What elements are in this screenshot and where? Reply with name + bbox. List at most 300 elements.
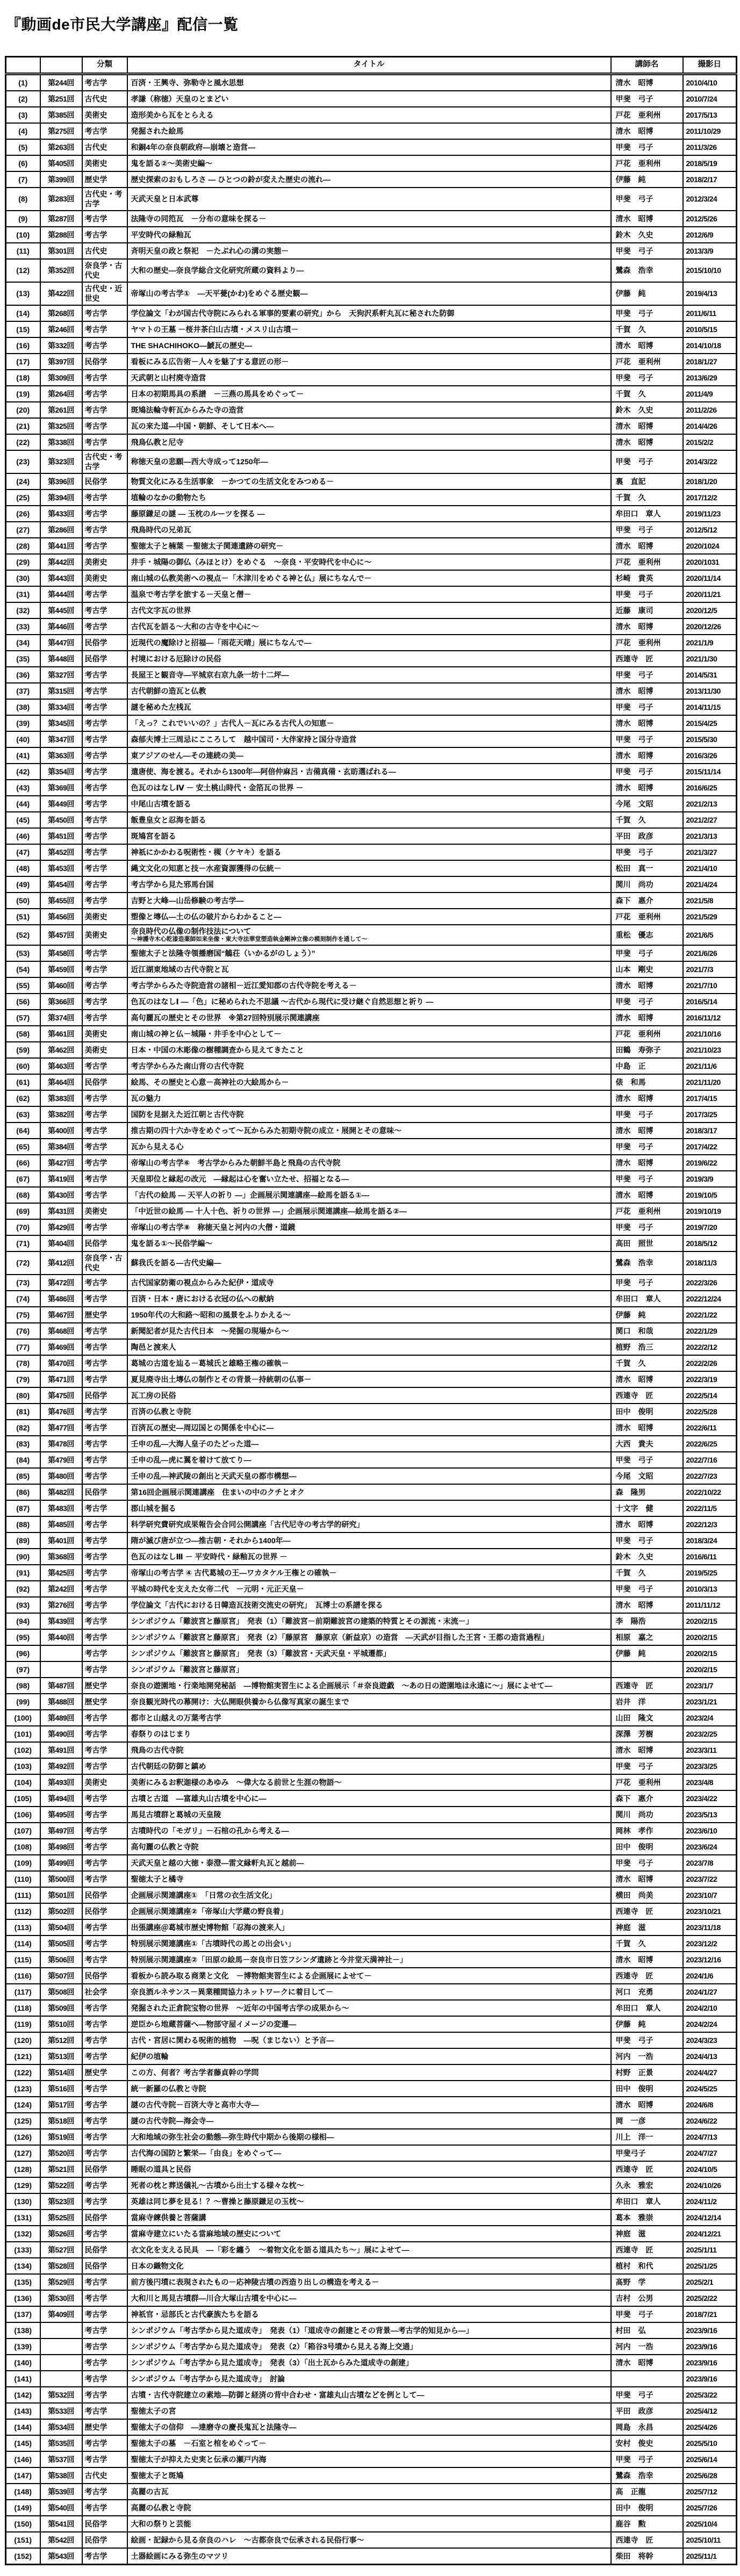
row-category: 考古学 [82,1549,127,1565]
table-row [6,602,737,618]
row-title [127,570,611,586]
row-title-text: 中尾山古墳を語る [131,799,191,808]
row-date: 2021/7/3 [683,961,737,977]
row-lecturer: 裏 直記 [611,473,683,490]
row-date: 2021/1/30 [683,651,737,667]
row-lecturer: 甲斐 弓子 [611,1275,683,1291]
row-session: 第251回 [40,91,82,107]
row-title [127,1090,611,1106]
table-row [6,828,737,844]
row-no: (75) [6,1307,40,1323]
row-title [127,1291,611,1307]
row-title [127,2355,611,2371]
row-lecturer: 河口 充勇 [611,1984,683,2000]
table-row [6,1139,737,1155]
row-session: 第492回 [40,1758,82,1774]
row-lecturer: 西連寺 匠 [611,2242,683,2258]
row-date: 2020/11/21 [683,586,737,602]
row-title-text: 聖徳太子と斑鳩 [131,2471,184,2480]
row-date: 2021/5/29 [683,909,737,925]
row-title-text: 新聞記者が見た古代日本 ～発掘の現場から～ [131,1326,289,1335]
row-no: (64) [6,1122,40,1139]
row-category: 考古学 [82,1404,127,1420]
row-date: 2022/7/23 [683,1468,737,1484]
row-lecturer: 清水 昭博 [611,715,683,731]
row-title-text: 陶邑と渡来人 [131,1342,176,1351]
row-lecturer: 甲斐 弓子 [611,139,683,155]
table-row [6,2113,737,2129]
row-session: 第334回 [40,699,82,715]
row-no: (14) [6,305,40,321]
row-lecturer: 岡島 永昌 [611,2419,683,2435]
row-title [127,243,611,259]
row-no: (57) [6,1010,40,1026]
row-lecturer [611,2371,683,2387]
row-date: 2023/12/16 [683,1952,737,1968]
row-lecturer: 伊藤 純 [611,282,683,305]
row-lecturer: 岡林 孝作 [611,1823,683,1839]
row-title-text: 埴輪のなかの動物たち [131,493,206,502]
row-session: 第514回 [40,2064,82,2081]
row-title-text: 瓦の魅力 [131,1093,161,1103]
row-title-text: 高麗の仏教と寺院 [131,2503,191,2512]
table-row [6,2435,737,2451]
row-lecturer: 今尾 文昭 [611,1468,683,1484]
table-row [6,1839,737,1855]
table-row [6,155,737,171]
row-no: (80) [6,1387,40,1404]
row-lecturer: 清水 昭博 [611,1420,683,1436]
row-title-text: 企画展示関連講座① 「日常の衣生活文化」 [131,1890,277,1899]
table-row [6,2548,737,2565]
row-date: 2015/11/14 [683,764,737,780]
row-no: (62) [6,1090,40,1106]
row-session: 第471回 [40,1371,82,1387]
row-category: 歴史学 [82,2064,127,2081]
row-date: 2022/5/14 [683,1387,737,1404]
row-lecturer: 千賀 久 [611,490,683,506]
table-row [6,107,737,123]
row-title-text: 百済・王興寺、弥勒寺と風水思想 [131,78,244,87]
row-date: 2024/4/27 [683,2064,737,2081]
row-session: 第450回 [40,812,82,828]
row-title-text: 出張講座＠葛城市歴史博物館「忍海の渡来人」 [131,1923,289,1932]
row-category: 考古学 [82,2032,127,2048]
row-date: 2021/2/27 [683,812,737,828]
row-title-text: 学位論文「古代における日韓造瓦技術交流史の研究」 瓦博士の系譜を探る [131,1600,383,1609]
row-title [127,1742,611,1758]
row-no: (39) [6,715,40,731]
row-session: 第488回 [40,1694,82,1710]
header-no [6,57,40,74]
row-lecturer: 西連寺 匠 [611,2532,683,2548]
row-no: (55) [6,977,40,994]
row-category: 考古学 [82,715,127,731]
row-category: 考古学 [82,123,127,139]
row-title-text: 考古学からみた南山背の古代寺院 [131,1061,244,1070]
row-title [127,860,611,876]
table-row [6,651,737,667]
row-no: (139) [6,2338,40,2355]
table-row [6,2484,737,2500]
table-row [6,2145,737,2161]
table-row [6,211,737,227]
row-session: 第489回 [40,1710,82,1726]
row-category: 民俗学 [82,1484,127,1500]
row-title [127,2467,611,2484]
row-session: 第478回 [40,1436,82,1452]
row-title-text: 色瓦のはなしⅠ ―「色」に秘められた不思議 ～古代から現代に受け継ぐ自然思想と祈り ― [131,997,434,1006]
row-title-text: 統一新羅の仏教と寺院 [131,2084,206,2093]
row-category: 考古学 [82,227,127,243]
row-no: (140) [6,2355,40,2371]
row-title-text: 都市と山越えの万葉考古学 [131,1713,221,1722]
row-session: 第521回 [40,2161,82,2177]
row-title-text: 聖徳太子と法隆寺領播磨国“鵤荘（いかるがのしょう）” [131,948,315,958]
row-no: (18) [6,370,40,386]
row-session: 第383回 [40,1090,82,1106]
row-title-text: 平安時代の緑釉瓦 [131,230,191,239]
table-row [6,1516,737,1532]
table-row [6,2226,737,2242]
row-title-text: 神祇にかかわる呪術性・槻（ケヤキ）を語る [131,847,282,857]
row-category: 考古学 [82,1339,127,1355]
row-title-text: 帝塚山の考古学① ―天平甍(かわ)をめぐる歴史観― [131,289,308,298]
row-title-text: 百済・日本・唐における衣冠の仏への献納 [131,1294,274,1303]
row-lecturer: 戸花 亜利州 [611,1203,683,1219]
row-session: 第455回 [40,893,82,909]
table-row [6,2290,737,2306]
row-title [127,1694,611,1710]
row-date: 2011/6/11 [683,305,737,321]
row-category: 考古学 [82,2306,127,2322]
row-title-text: 奈良酒ルネサンス－異業種間協力ネットワークに着目して－ [131,1987,333,1996]
row-no: (50) [6,893,40,909]
row-category: 考古学 [82,434,127,450]
row-title [127,1275,611,1291]
row-title-text: 大和の祭りと芸能 [131,2519,191,2528]
row-no: (31) [6,586,40,602]
row-session: 第264回 [40,386,82,402]
table-row [6,2064,737,2081]
row-no: (143) [6,2403,40,2419]
table-row [6,418,737,434]
row-no: (81) [6,1404,40,1420]
row-no: (40) [6,731,40,747]
row-lecturer: 関川 尚功 [611,876,683,893]
row-date: 2023/3/25 [683,1758,737,1774]
row-date: 2020/12/5 [683,602,737,618]
row-category: 民俗学 [82,1968,127,1984]
row-session [40,2338,82,2355]
row-lecturer: 岩井 洋 [611,1694,683,1710]
row-lecturer: 甲斐 弓子 [611,667,683,683]
table-row [6,715,737,731]
row-category: 考古学 [82,1597,127,1613]
table-row [6,171,737,188]
row-title [127,107,611,123]
row-session: 第495回 [40,1807,82,1823]
row-lecturer: 安村 俊史 [611,2435,683,2451]
row-date: 2023/2/25 [683,1726,737,1742]
row-title-text: 鬼を語る②～美術史編～ [131,159,213,168]
row-no: (110) [6,1871,40,1887]
row-no: (1) [6,74,40,91]
row-category: 考古学 [82,1807,127,1823]
row-title-text: 和銅4年の奈良朝政府―崩壊と造営― [131,142,256,152]
row-date: 2020/12/26 [683,618,737,635]
table-row [6,780,737,796]
row-date: 2024/12/14 [683,2210,737,2226]
row-category: 考古学 [82,74,127,91]
row-title-text: シンポジウム「考古学から見た道成寺」 発表（3）「出土瓦からみた道成寺の創建」 [131,2358,413,2367]
row-title-text: 聖徳太子が抑えた史実と伝承の瀬戸内海 [131,2455,267,2464]
row-lecturer: 神庭 滋 [611,2226,683,2242]
row-no: (10) [6,227,40,243]
row-lecturer: 田中 俊明 [611,2500,683,2516]
row-title [127,2016,611,2032]
row-category: 考古学 [82,538,127,554]
row-title [127,683,611,699]
table-row [6,2403,737,2419]
row-session: 第542回 [40,2532,82,2548]
row-session: 第461回 [40,1026,82,1042]
row-no: (147) [6,2467,40,2484]
row-lecturer: 伊藤 純 [611,1307,683,1323]
row-no: (22) [6,434,40,450]
row-no: (105) [6,1790,40,1807]
row-title [127,1661,611,1678]
table-row [6,1355,737,1371]
table-row [6,1026,737,1042]
row-date: 2015/2/2 [683,434,737,450]
row-session: 第327回 [40,667,82,683]
row-no: (90) [6,1549,40,1565]
row-no: (7) [6,171,40,188]
row-no: (92) [6,1581,40,1597]
row-date: 2011/10/29 [683,123,737,139]
row-category: 考古学 [82,699,127,715]
row-title-text: 古墳と古道 ―富雄丸山古墳を中心に― [131,1794,267,1803]
row-session: 第525回 [40,2210,82,2226]
row-lecturer: 関川 尚功 [611,1807,683,1823]
row-title [127,2193,611,2210]
row-title [127,1171,611,1187]
row-title-text: ヤマトの王墓 －桜井茶臼山古墳・メスリ山古墳－ [131,325,299,334]
header-lecturer: 講師名 [611,57,683,74]
row-lecturer: 清水 昭博 [611,618,683,635]
row-category: 美術史 [82,1026,127,1042]
row-session: 第263回 [40,139,82,155]
row-category: 奈良学・古代史 [82,1251,127,1275]
row-session: 第457回 [40,925,82,945]
row-lecturer: 甲斐 弓子 [611,370,683,386]
table-row [6,699,737,715]
row-date: 2013/11/30 [683,683,737,699]
row-lecturer: 重松 優志 [611,925,683,945]
table-row [6,1404,737,1420]
table-row [6,337,737,354]
row-lecturer: 西連寺 匠 [611,1678,683,1694]
table-row [6,74,737,91]
row-date: 2024/10/5 [683,2161,737,2177]
row-category: 考古学 [82,945,127,961]
row-lecturer: 髙野 学 [611,2274,683,2290]
row-session: 第354回 [40,764,82,780]
row-lecturer: 清水 昭博 [611,1122,683,1139]
row-session: 第475回 [40,1387,82,1404]
row-title [127,1629,611,1645]
table-row [6,1500,737,1516]
row-category: 民俗学 [82,1903,127,1919]
row-date: 2024/1/6 [683,1968,737,1984]
row-no: (88) [6,1516,40,1532]
row-lecturer: 牟田口 章人 [611,506,683,522]
row-no: (38) [6,699,40,715]
row-no: (66) [6,1155,40,1171]
row-date: 2023/9/16 [683,2355,737,2371]
row-no: (115) [6,1952,40,1968]
row-title [127,2338,611,2355]
row-title-subtext: ～神護寺木心乾漆造薬師如来坐像・東大寺法華堂塑造執金剛神立像の模刻制作を通して～ [131,936,368,943]
row-title-text: 馬見古墳群と葛城の天皇陵 [131,1810,221,1819]
row-category: 考古学 [82,764,127,780]
table-row [6,1581,737,1597]
table-row [6,305,737,321]
row-title-text: 謎の古代寺院－百済大寺と高市大寺― [131,2100,259,2109]
row-title [127,2113,611,2129]
row-lecturer: 甲斐 弓子 [611,731,683,747]
row-lecturer: 清水 昭博 [611,337,683,354]
row-title-text: 「古代の絵馬 ― 天平人の祈り ―」企画展示関連講座―絵馬を語る①― [131,1190,370,1199]
table-row [6,1694,737,1710]
row-no: (76) [6,1323,40,1339]
row-no: (133) [6,2242,40,2258]
row-lecturer: 甲斐 弓子 [611,1171,683,1187]
row-date: 2023/6/24 [683,1839,737,1855]
row-title [127,1203,611,1219]
row-no: (68) [6,1187,40,1203]
row-date: 2025/5/10 [683,2435,737,2451]
table-row [6,1187,737,1203]
row-title-text: 斑鳩宮を語る [131,831,176,840]
row-category: 考古学 [82,1122,127,1139]
row-title [127,2064,611,2081]
row-category: 美術史 [82,925,127,945]
row-title [127,635,611,651]
table-row [6,2338,737,2355]
row-date: 2023/9/16 [683,2338,737,2355]
row-title [127,1984,611,2000]
row-category: 歴史学 [82,1678,127,1694]
row-category: 考古学 [82,1855,127,1871]
row-date: 2016/5/14 [683,994,737,1010]
row-lecturer: 戸花 亜利州 [611,354,683,370]
row-category: 考古学 [82,2500,127,2516]
row-date: 2023/4/8 [683,1774,737,1790]
row-title-text: 前方後円墳に表現されたもの－応神陵古墳の西造り出しの構造を考える－ [131,2277,379,2286]
row-title [127,2177,611,2193]
row-session: 第323回 [40,450,82,473]
table-row [6,618,737,635]
row-no: (32) [6,602,40,618]
row-lecturer: 清水 昭博 [611,1371,683,1387]
row-lecturer: 岡 一彦 [611,2113,683,2129]
row-title-text: 推古期の四十六か寺をめぐって～瓦からみた初期寺院の成立・展開とその意味～ [131,1126,402,1135]
table-row [6,123,737,139]
row-title-text: 1950年代の大和路～昭和の風景をふりかえる～ [131,1310,291,1319]
row-title-text: 飛鳥の古代寺院 [131,1745,184,1754]
row-title [127,747,611,764]
row-session: 第368回 [40,1549,82,1565]
row-title [127,651,611,667]
row-title-text: 聖徳太子の宮 [131,2406,176,2415]
row-lecturer: 大西 貴夫 [611,1436,683,1452]
row-title-text: 大和地域の弥生社会の動態―弥生時代中期から後期の様相― [131,2132,334,2141]
row-session: 第509回 [40,2000,82,2016]
row-title [127,418,611,434]
row-lecturer: 平田 政彦 [611,828,683,844]
row-title [127,1042,611,1058]
row-no: (142) [6,2387,40,2403]
row-session: 第476回 [40,1404,82,1420]
row-date: 2014/4/26 [683,418,737,434]
row-session: 第487回 [40,1678,82,1694]
row-session: 第409回 [40,2306,82,2322]
row-title [127,961,611,977]
table-row [6,586,737,602]
row-title [127,1155,611,1171]
row-date: 2011/2/26 [683,402,737,418]
row-date: 2024/6/8 [683,2097,737,2113]
row-title [127,1758,611,1774]
row-session: 第325回 [40,418,82,434]
row-session: 第394回 [40,490,82,506]
row-title [127,522,611,538]
row-category: 考古学 [82,1436,127,1452]
row-title-text: 法隆寺の同笵瓦 －分布の意味を探る－ [131,214,267,223]
row-title [127,977,611,994]
row-title [127,1839,611,1855]
row-session: 第507回 [40,1968,82,1984]
row-session: 第382回 [40,1106,82,1122]
table-row [6,2016,737,2032]
row-category: 考古学 [82,490,127,506]
row-no: (100) [6,1710,40,1726]
table-row [6,1790,737,1807]
row-session: 第529回 [40,2274,82,2290]
table-row [6,282,737,305]
row-title-text: THE SHACHIHOKO―鯱瓦の歴史― [131,341,253,350]
row-title [127,155,611,171]
row-no: (25) [6,490,40,506]
row-date: 2018/1/27 [683,354,737,370]
table-row [6,747,737,764]
row-lecturer: 清水 昭博 [611,211,683,227]
table-row [6,1629,737,1645]
table-row [6,812,737,828]
row-no: (117) [6,1984,40,2000]
row-title-text: 科学研究費研究成果報告会合同公開講座「古代尼寺の考古学的研究」 [131,1520,364,1529]
row-date: 2022/2/26 [683,1355,737,1371]
row-category: 考古学 [82,1645,127,1661]
row-title-text: 森郁夫博士三周忌にこころして 越中国司・大伴家持と国分寺造営 [131,735,357,744]
row-lecturer: 甲斐 弓子 [611,1139,683,1155]
row-no: (125) [6,2113,40,2129]
row-category: 考古学 [82,1010,127,1026]
row-session: 第261回 [40,402,82,418]
row-date: 2024/7/27 [683,2145,737,2161]
